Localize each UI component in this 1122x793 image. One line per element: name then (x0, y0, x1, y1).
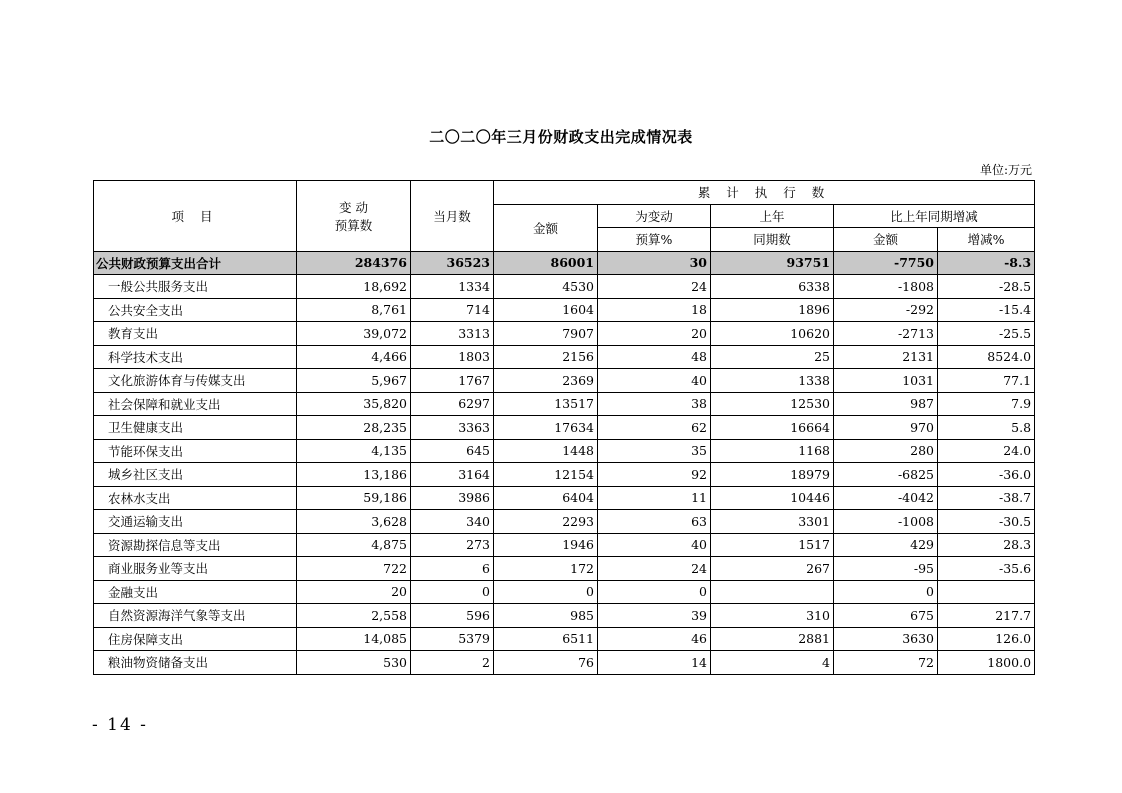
row-name: 商业服务业等支出 (94, 557, 297, 581)
row-name: 社会保障和就业支出 (94, 392, 297, 416)
row-prev (711, 580, 834, 604)
table-row (94, 557, 1035, 581)
row-name: 卫生健康支出 (94, 416, 297, 440)
row-change: 970 (834, 416, 938, 440)
table-row (94, 392, 1035, 416)
row-budget: 14,085 (297, 627, 411, 651)
row-prev: 267 (711, 557, 834, 581)
expenditure-table (93, 180, 1035, 675)
row-pct: 39 (598, 604, 711, 628)
row-change: -7750 (834, 251, 938, 275)
row-monthly: 273 (411, 533, 494, 557)
row-monthly: 6297 (411, 392, 494, 416)
row-pct: 11 (598, 486, 711, 510)
row-pct: 40 (598, 369, 711, 393)
row-change: 280 (834, 439, 938, 463)
row-change-pct: 7.9 (938, 392, 1035, 416)
row-change-pct: 5.8 (938, 416, 1035, 440)
row-amount: 985 (494, 604, 598, 628)
row-monthly: 3363 (411, 416, 494, 440)
row-pct: 24 (598, 557, 711, 581)
row-prev: 12530 (711, 392, 834, 416)
row-amount: 1448 (494, 439, 598, 463)
table-row (94, 510, 1035, 534)
row-name: 住房保障支出 (94, 627, 297, 651)
row-change: 2131 (834, 345, 938, 369)
row-pct: 40 (598, 533, 711, 557)
row-prev: 1517 (711, 533, 834, 557)
row-budget: 35,820 (297, 392, 411, 416)
row-prev: 93751 (711, 251, 834, 275)
header-amount: 金额 (494, 204, 598, 251)
row-monthly: 340 (411, 510, 494, 534)
header-pct-line2: 预算% (598, 228, 711, 252)
header-budget: 变 动 预算数 (297, 181, 411, 252)
row-prev: 18979 (711, 463, 834, 487)
row-pct: 20 (598, 322, 711, 346)
row-monthly: 3164 (411, 463, 494, 487)
row-change-pct: -28.5 (938, 275, 1035, 299)
row-prev: 10620 (711, 322, 834, 346)
row-amount: 172 (494, 557, 598, 581)
row-amount: 1604 (494, 298, 598, 322)
row-budget: 20 (297, 580, 411, 604)
row-change-pct (938, 580, 1035, 604)
row-prev: 6338 (711, 275, 834, 299)
row-monthly: 5379 (411, 627, 494, 651)
row-change-pct: 24.0 (938, 439, 1035, 463)
header-item: 项 目 (94, 181, 297, 252)
row-change: -4042 (834, 486, 938, 510)
row-change-pct: 126.0 (938, 627, 1035, 651)
table-row (94, 486, 1035, 510)
row-prev: 2881 (711, 627, 834, 651)
row-name: 自然资源海洋气象等支出 (94, 604, 297, 628)
table-row (94, 322, 1035, 346)
table-row (94, 369, 1035, 393)
unit-label: 单位:万元 (979, 163, 1032, 177)
row-amount: 2156 (494, 345, 598, 369)
row-amount: 13517 (494, 392, 598, 416)
row-budget: 284376 (297, 251, 411, 275)
row-amount: 6404 (494, 486, 598, 510)
header-yoy-amount: 金额 (834, 228, 938, 252)
row-change-pct: 77.1 (938, 369, 1035, 393)
row-budget: 4,466 (297, 345, 411, 369)
row-change: 987 (834, 392, 938, 416)
row-name: 公共财政预算支出合计 (94, 251, 297, 275)
row-pct: 63 (598, 510, 711, 534)
row-prev: 4 (711, 651, 834, 675)
row-budget: 59,186 (297, 486, 411, 510)
row-name: 一般公共服务支出 (94, 275, 297, 299)
row-budget: 5,967 (297, 369, 411, 393)
table-row (94, 533, 1035, 557)
row-pct: 30 (598, 251, 711, 275)
row-amount: 4530 (494, 275, 598, 299)
table-row (94, 439, 1035, 463)
table-row (94, 604, 1035, 628)
header-monthly: 当月数 (411, 181, 494, 252)
row-change: 675 (834, 604, 938, 628)
row-budget: 3,628 (297, 510, 411, 534)
row-monthly: 1334 (411, 275, 494, 299)
row-name: 粮油物资储备支出 (94, 651, 297, 675)
row-change: 3630 (834, 627, 938, 651)
row-change: -95 (834, 557, 938, 581)
row-budget: 8,761 (297, 298, 411, 322)
row-budget: 2,558 (297, 604, 411, 628)
row-name: 文化旅游体育与传媒支出 (94, 369, 297, 393)
row-pct: 35 (598, 439, 711, 463)
row-change: -292 (834, 298, 938, 322)
row-change: 429 (834, 533, 938, 557)
row-pct: 24 (598, 275, 711, 299)
row-name: 科学技术支出 (94, 345, 297, 369)
row-pct: 46 (598, 627, 711, 651)
row-budget: 722 (297, 557, 411, 581)
header-yoy: 比上年同期增减 (834, 204, 1035, 228)
table-row (94, 275, 1035, 299)
row-monthly: 714 (411, 298, 494, 322)
row-prev: 1168 (711, 439, 834, 463)
row-pct: 48 (598, 345, 711, 369)
row-change-pct: -30.5 (938, 510, 1035, 534)
row-change-pct: 28.3 (938, 533, 1035, 557)
header-yoy-pct: 增减% (938, 228, 1035, 252)
row-monthly: 1767 (411, 369, 494, 393)
row-monthly: 596 (411, 604, 494, 628)
table-row (94, 345, 1035, 369)
row-amount: 0 (494, 580, 598, 604)
row-pct: 0 (598, 580, 711, 604)
row-prev: 16664 (711, 416, 834, 440)
row-amount: 7907 (494, 322, 598, 346)
row-budget: 530 (297, 651, 411, 675)
row-change: -1008 (834, 510, 938, 534)
row-name: 公共安全支出 (94, 298, 297, 322)
row-budget: 39,072 (297, 322, 411, 346)
row-name: 交通运输支出 (94, 510, 297, 534)
row-monthly: 2 (411, 651, 494, 675)
row-amount: 2293 (494, 510, 598, 534)
row-amount: 2369 (494, 369, 598, 393)
page-number: - 14 - (92, 715, 148, 735)
row-budget: 4,875 (297, 533, 411, 557)
total-row (94, 251, 1035, 275)
row-change-pct: -25.5 (938, 322, 1035, 346)
row-monthly: 0 (411, 580, 494, 604)
row-amount: 86001 (494, 251, 598, 275)
row-name: 节能环保支出 (94, 439, 297, 463)
row-pct: 92 (598, 463, 711, 487)
row-prev: 1896 (711, 298, 834, 322)
row-amount: 76 (494, 651, 598, 675)
row-change-pct: -38.7 (938, 486, 1035, 510)
header-prev-line1: 上年 (711, 204, 834, 228)
row-budget: 13,186 (297, 463, 411, 487)
row-name: 城乡社区支出 (94, 463, 297, 487)
row-amount: 17634 (494, 416, 598, 440)
row-change: -1808 (834, 275, 938, 299)
row-change-pct: 8524.0 (938, 345, 1035, 369)
row-monthly: 6 (411, 557, 494, 581)
row-amount: 12154 (494, 463, 598, 487)
row-name: 教育支出 (94, 322, 297, 346)
row-prev: 10446 (711, 486, 834, 510)
row-change-pct: 217.7 (938, 604, 1035, 628)
row-change: -6825 (834, 463, 938, 487)
row-change: 72 (834, 651, 938, 675)
row-monthly: 36523 (411, 251, 494, 275)
row-change-pct: 1800.0 (938, 651, 1035, 675)
row-name: 金融支出 (94, 580, 297, 604)
header-cumulative: 累 计 执 行 数 (494, 181, 1035, 205)
row-amount: 6511 (494, 627, 598, 651)
row-amount: 1946 (494, 533, 598, 557)
row-name: 资源勘探信息等支出 (94, 533, 297, 557)
table-row (94, 627, 1035, 651)
table-row (94, 651, 1035, 675)
row-change-pct: -36.0 (938, 463, 1035, 487)
row-change-pct: -35.6 (938, 557, 1035, 581)
row-monthly: 645 (411, 439, 494, 463)
table-row (94, 580, 1035, 604)
row-monthly: 1803 (411, 345, 494, 369)
row-pct: 14 (598, 651, 711, 675)
row-monthly: 3986 (411, 486, 494, 510)
row-pct: 62 (598, 416, 711, 440)
row-change: 1031 (834, 369, 938, 393)
table-row (94, 416, 1035, 440)
table-row (94, 463, 1035, 487)
row-monthly: 3313 (411, 322, 494, 346)
row-prev: 25 (711, 345, 834, 369)
row-pct: 18 (598, 298, 711, 322)
row-budget: 4,135 (297, 439, 411, 463)
header-prev-line2: 同期数 (711, 228, 834, 252)
row-prev: 3301 (711, 510, 834, 534)
row-change-pct: -15.4 (938, 298, 1035, 322)
table-row (94, 298, 1035, 322)
row-name: 农林水支出 (94, 486, 297, 510)
table-title: 二〇二〇年三月份财政支出完成情况表 (429, 128, 693, 146)
header-pct-line1: 为变动 (598, 204, 711, 228)
row-prev: 310 (711, 604, 834, 628)
row-change-pct: -8.3 (938, 251, 1035, 275)
row-budget: 18,692 (297, 275, 411, 299)
row-change: -2713 (834, 322, 938, 346)
row-prev: 1338 (711, 369, 834, 393)
row-change: 0 (834, 580, 938, 604)
row-budget: 28,235 (297, 416, 411, 440)
row-pct: 38 (598, 392, 711, 416)
